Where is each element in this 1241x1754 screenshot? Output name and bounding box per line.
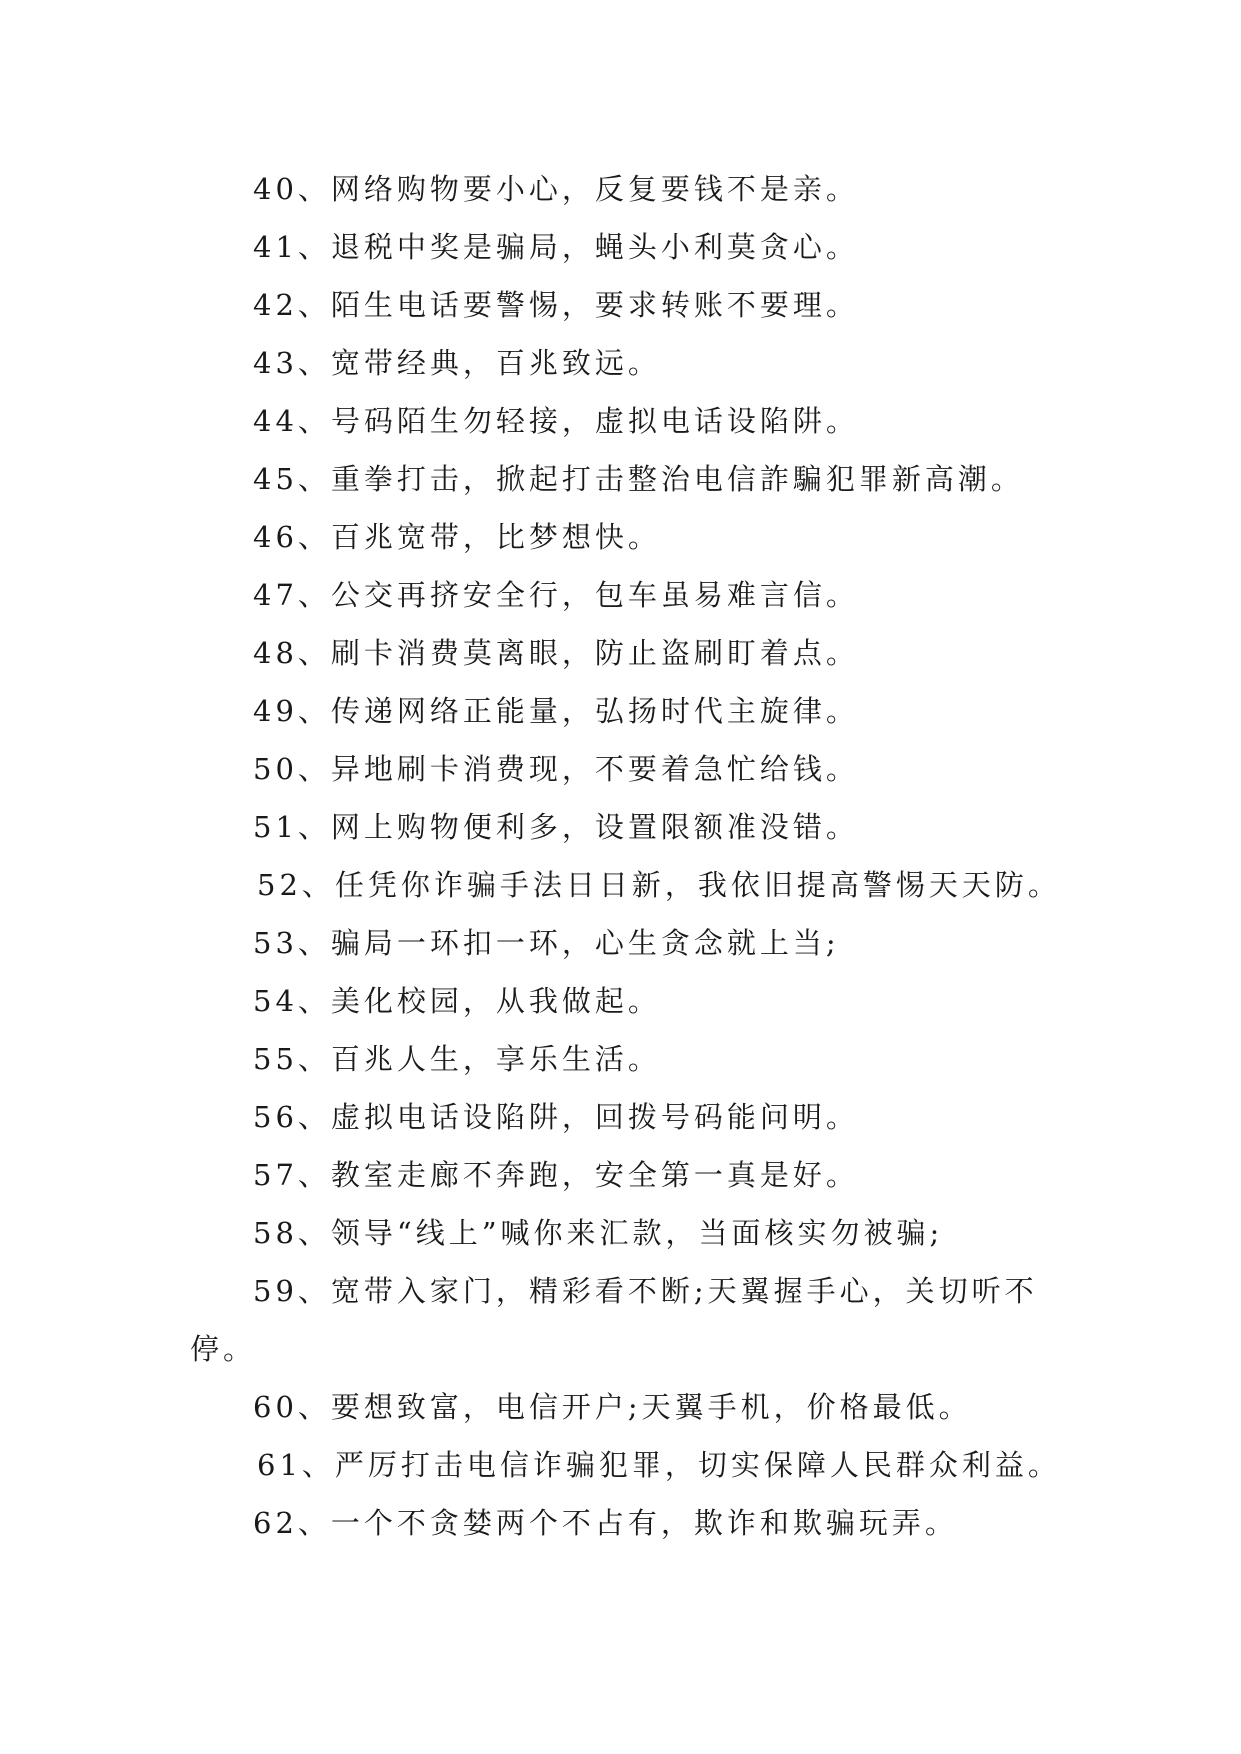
slogan-62: 62、一个不贪婪两个不占有，欺诈和欺骗玩弄。 [253,1506,958,1540]
slogan-48: 48、刷卡消费莫离眼，防止盗刷盯着点。 [253,636,859,670]
slogan-list [190,160,1070,1552]
slogan-53: 53、骗局一环扣一环，心生贪念就上当; [253,926,840,960]
slogan-47: 47、公交再挤安全行，包车虽易难言信。 [253,578,859,612]
slogan-57: 57、教室走廊不奔跑，安全第一真是好。 [253,1158,859,1192]
slogan-56: 56、虚拟电话设陷阱，回拨号码能问明。 [253,1100,859,1134]
slogan-60: 60、要想致富，电信开户;天翼手机，价格最低。 [253,1390,972,1424]
slogan-41: 41、退税中奖是骗局，蝇头小利莫贪心。 [253,230,859,264]
slogan-59: 59、宽带入家门，精彩看不断;天翼握手心，关切听不 [253,1274,1038,1308]
slogan-44: 44、号码陌生勿轻接，虚拟电话设陷阱。 [253,404,859,438]
slogan-51: 51、网上购物便利多，设置限额准没错。 [253,810,859,844]
slogan-50: 50、异地刷卡消费现，不要着急忙给钱。 [253,752,859,786]
slogan-52: 52、任凭你诈骗手法日日新，我依旧提高警惕天天防。 [257,868,1061,902]
slogan-58: 58、领导“线上”喊你来汇款，当面核实勿被骗; [253,1216,944,1250]
slogan-43: 43、宽带经典，百兆致远。 [253,346,661,380]
slogan-45: 45、重拳打击，掀起打击整治电信詐騙犯罪新高潮。 [253,462,1024,496]
slogan-40: 40、网络购物要小心，反复要钱不是亲。 [253,172,859,206]
slogan-54: 54、美化校园，从我做起。 [253,984,661,1018]
slogan-59-continuation: 停。 [190,1332,257,1366]
slogan-49: 49、传递网络正能量，弘扬时代主旋律。 [253,694,859,728]
slogan-42: 42、陌生电话要警惕，要求转账不要理。 [253,288,859,322]
slogan-46: 46、百兆宽带，比梦想快。 [253,520,661,554]
slogan-61: 61、严厉打击电信诈骗犯罪，切实保障人民群众利益。 [257,1448,1061,1482]
slogan-55: 55、百兆人生，享乐生活。 [253,1042,661,1076]
